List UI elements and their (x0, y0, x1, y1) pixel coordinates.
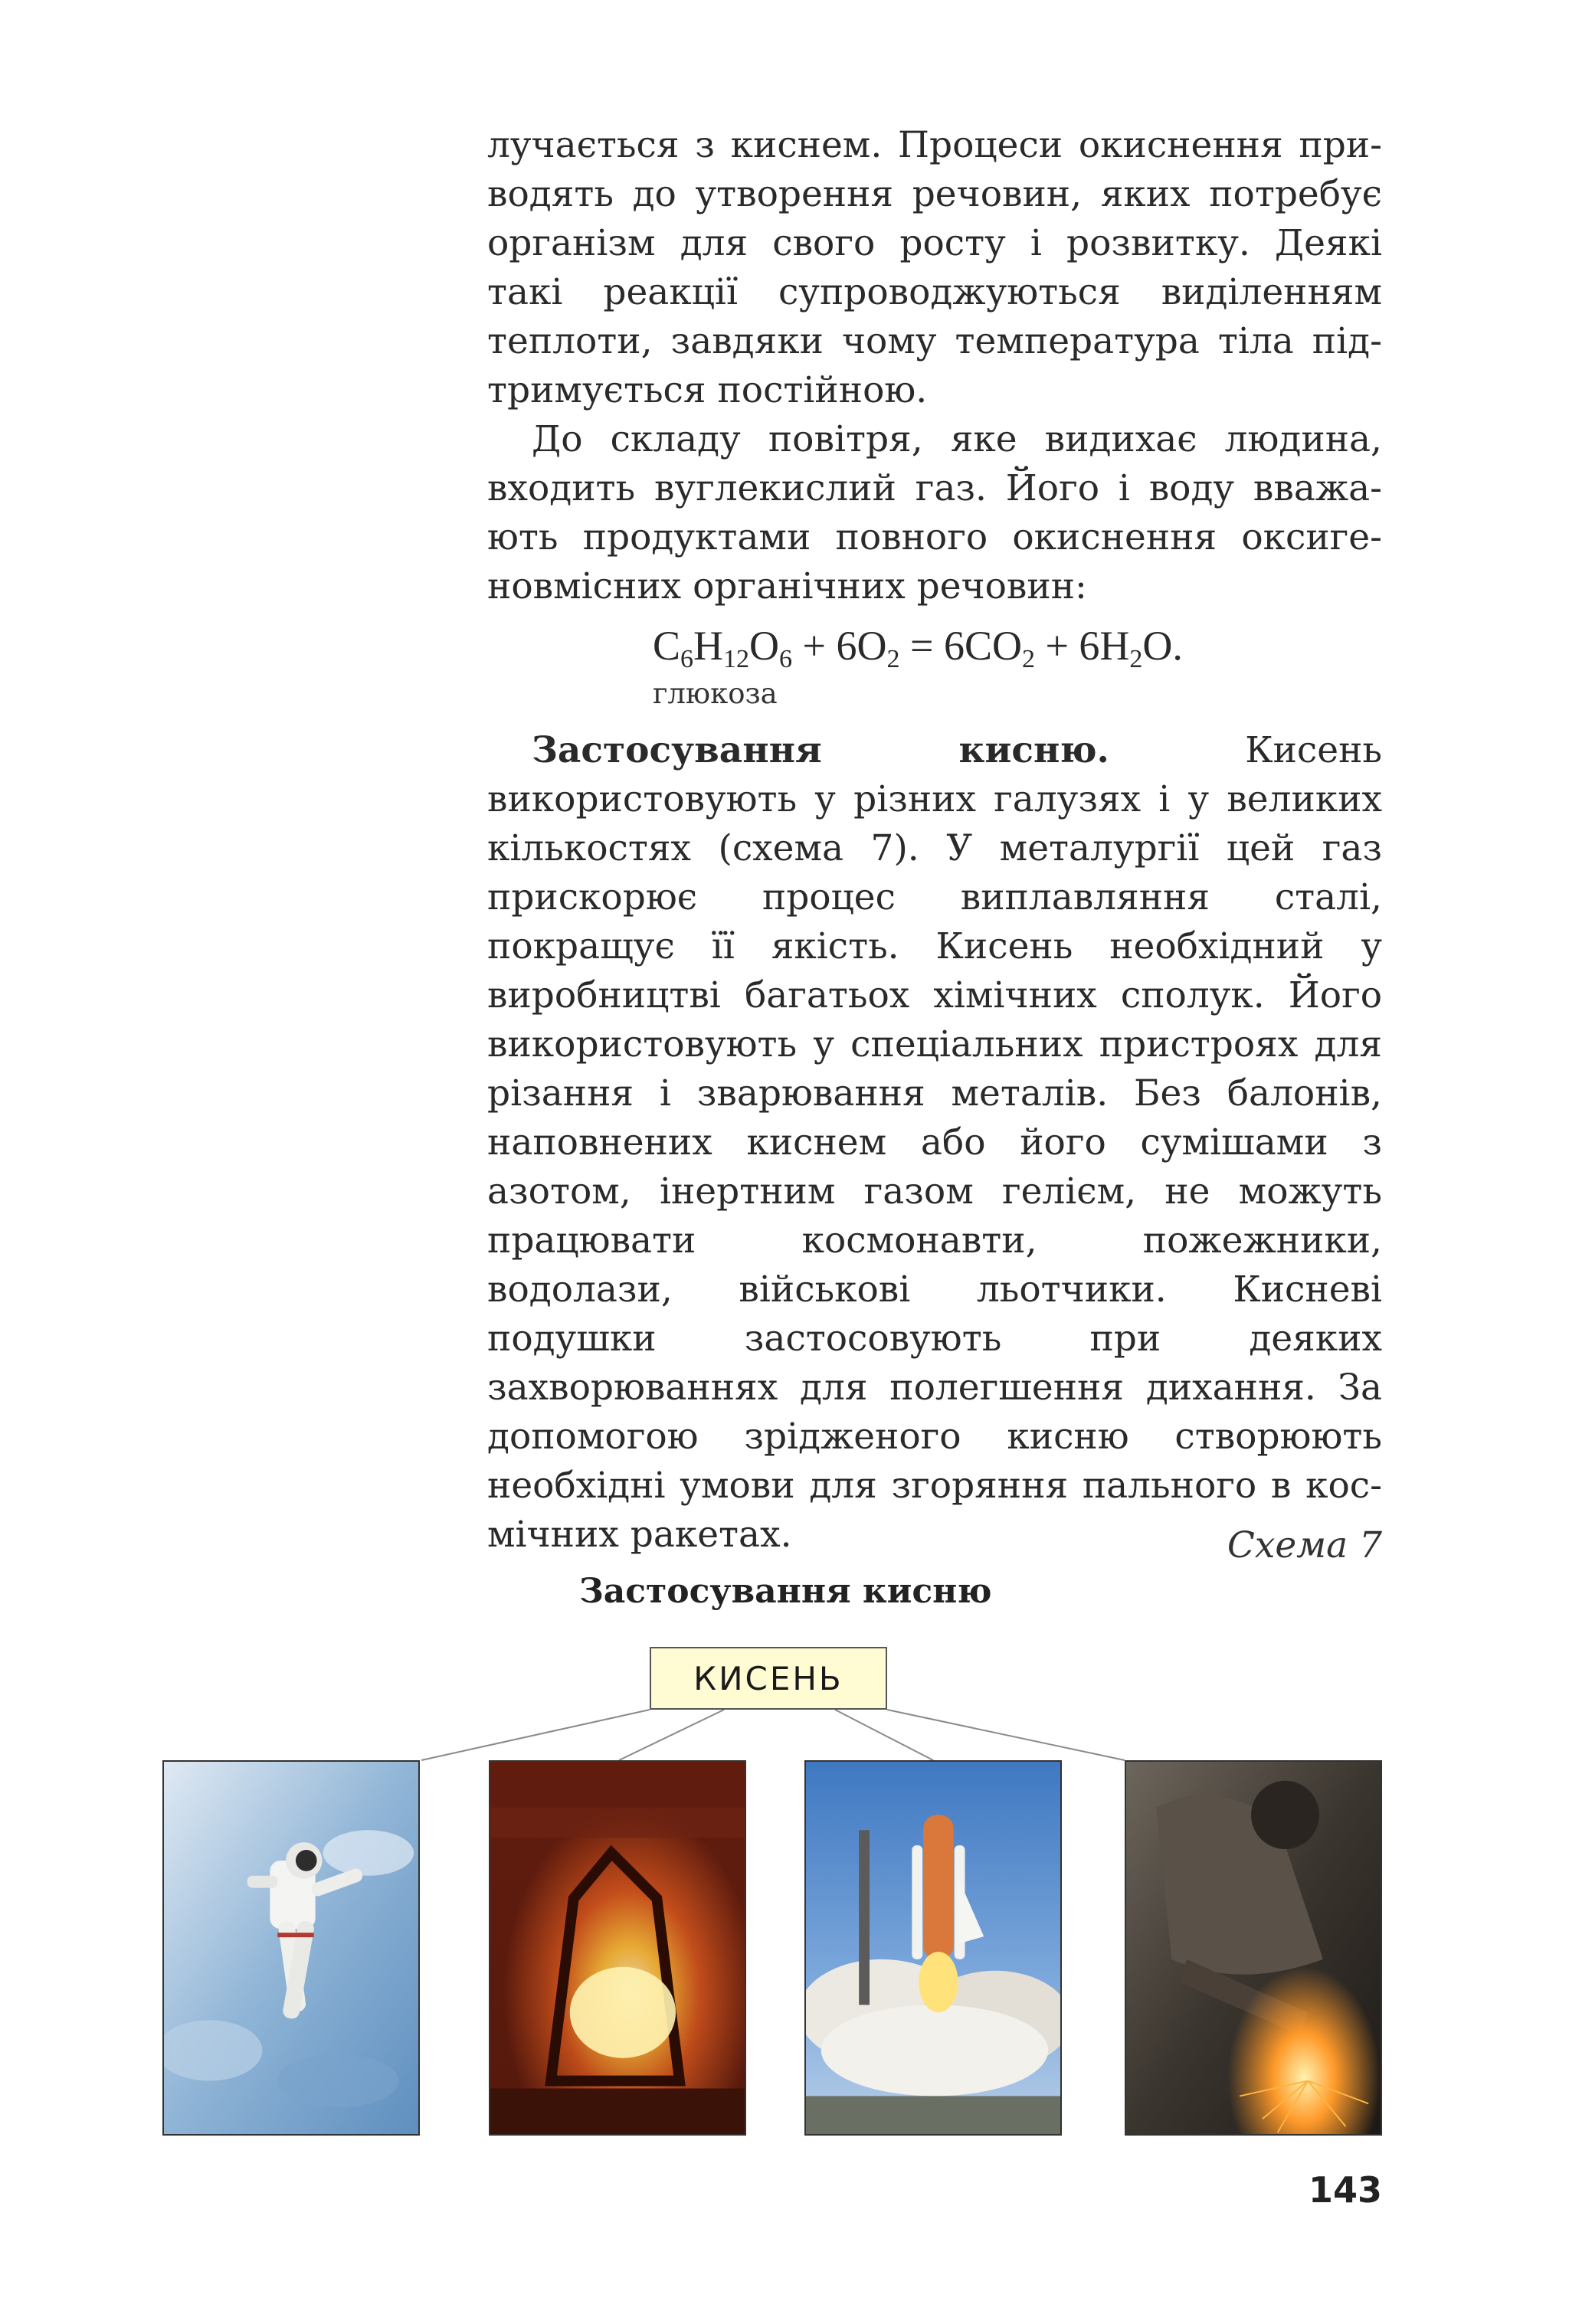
scheme-number-label: Схема 7 (1227, 1524, 1382, 1566)
paragraph-body: Кисень використовують у різних галузях і у великих кількостях (схема 7). У металургії цей газ прискорює процес виплавляння сталі, покращує її якість. Кисень необхідний у виробництві багатьох хімічних сполук. Його використовують у спеціальних пристроях для різання і зварювання металів. Без балонів, наповнених киснем або його сумішами з азотом, інертним газом гелієм, не можуть працювати космонавти, пожежники, водолази, військові льотчики. Кисневі подушки застосовують при деяких захворюваннях для полегшення дихання. За допомогою зрідженого кисню створюють необхідні умови для згоряння пального в космічних ракетах. (487, 729, 1382, 1556)
oxygen-center-box: КИСЕНЬ (650, 1647, 887, 1710)
glucose-label: глюкоза (653, 677, 778, 710)
paragraph-text: лучається з киснем. Процеси окиснення приводять до утворення речовин, яких потребує організм для свого росту і розвитку. Деякі такі реакції супроводжуються виділенням теплоти, завдяки чому температура тіла підтримується постійною. (487, 124, 1382, 411)
space-shuttle-launch-image (804, 1760, 1062, 2136)
steel-furnace-image (489, 1760, 746, 2136)
scheme-title: Застосування кисню (579, 1572, 992, 1611)
metal-cutting-welder-image (1125, 1760, 1382, 2136)
page-number: 143 (1308, 2169, 1382, 2211)
section-heading-inline: Застосування кисню. (532, 729, 1109, 771)
glucose-oxidation-equation: $C_6H_{12}O_6 + 6O_2 = 6CO_2 + 6H_2O$. (653, 623, 1183, 673)
astronaut-spacewalk-image (162, 1760, 420, 2136)
paragraph-text: До складу повітря, яке видихає людина, входить вуглекислий газ. Його і воду вважають продуктами повного окиснення оксигеновмісних органічних речовин: (487, 418, 1382, 607)
